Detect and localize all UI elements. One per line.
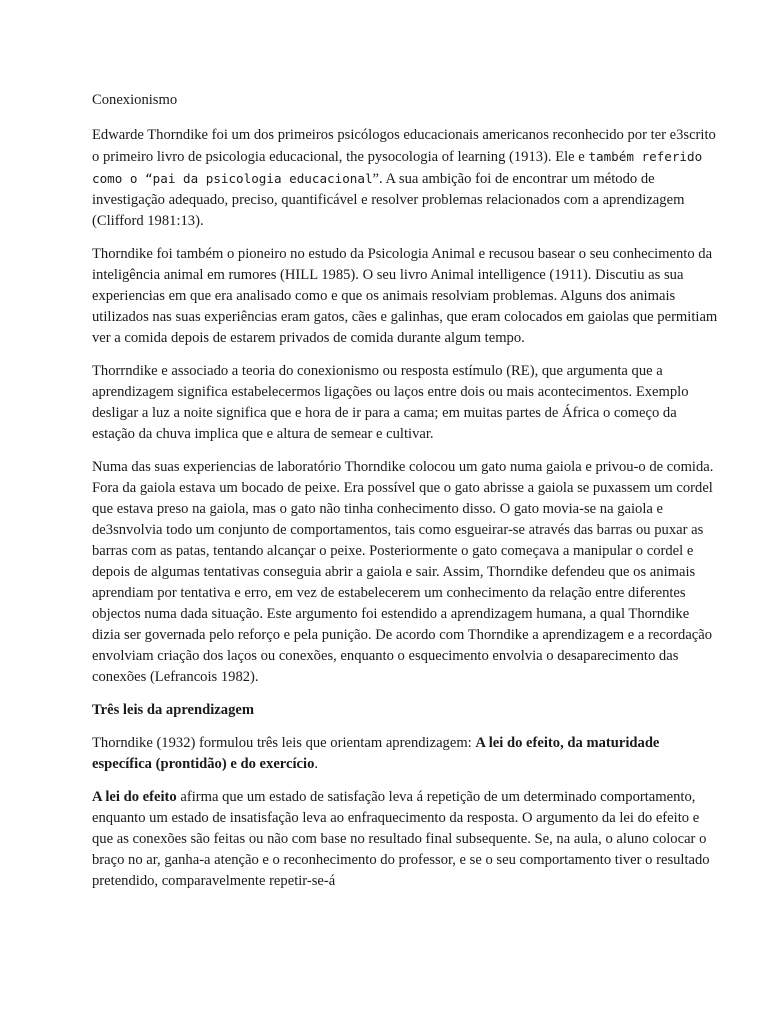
paragraph-1-mono-text: também referido como o “pai da psicologia educacional bbox=[92, 149, 703, 186]
paragraph-6 bbox=[92, 787, 720, 892]
document-title: Conexionismo bbox=[92, 92, 178, 108]
paragraph-5-text-b: . bbox=[314, 756, 319, 772]
section-heading bbox=[92, 700, 720, 721]
paragraph-1 bbox=[92, 125, 720, 232]
paragraph-1-text-b: ”. A sua ambição foi de encontrar um método de investigação adequado, preciso, quantificável e resolver problemas relacionados com a aprendizagem (Clifford 1981:13). bbox=[92, 171, 685, 229]
paragraph-4: Numa das suas experiencias de laboratório Thorndike colocou um gato numa gaiola e privou-o de comida. Fora da gaiola estava um bocado de peixe. Era possível que o gato abrisse a gaiola se puxassem um cordel que estava preso na gaiola, mas o gato não tinha conhecimento disso. O gato movia-se na gaiola e de3snvolvia todo um conjunto de comportamentos, tais como esgueirar-se através das barras ou puxar as barras com as patas, tentando alcançar o peixe. Posteriormente o gato começava a manipular o cordel e depois de algumas tentativas conseguia abrir a gaiola e sair. Assim, Thorndike defendeu que os animais aprendiam por tentativa e erro, em vez de estabelecerem um conhecimento da relação entre diferentes objectos numa dada situação. Este argumento foi estendido a aprendizagem humana, a qual Thorndike dizia ser governada pelo reforço e pela punição. De acordo com Thorndike a aprendizagem e a recordação envolviam criação dos laços ou conexões, enquanto o esquecimento envolvia o desaparecimento das conexões (Lefrancois 1982). bbox=[92, 459, 714, 685]
paragraph-5 bbox=[92, 733, 720, 775]
paragraph-6-text: afirma que um estado de satisfação leva á repetição de um determinado comportamento, enquanto um estado de insatisfação leva ao enfraquecimento da resposta. O argumento da lei do efeito e que as conexões são feitas ou não com base no resultado final subsequente. Se, na aula, o aluno colocar o braço no ar, ganha-a atenção e o reconhecimento do professor, e se o seu comportamento tiver o resultado pretendido, comparavelmente repetir-se-á bbox=[92, 789, 710, 889]
paragraph-5-bold: A lei do efeito, da maturidade específica (prontidão) e do exercício bbox=[92, 735, 660, 772]
section-heading-text: Três leis da aprendizagem bbox=[92, 702, 255, 718]
paragraph-3: Thorrndike e associado a teoria do conexionismo ou resposta estímulo (RE), que argumenta que a aprendizagem significa estabelecermos ligações ou laços entre dois ou mais acontecimentos. Exemplo desligar a luz a noite significa que e hora de ir para a cama; em muitas partes de África o começo da estação da chuva implica que e altura de semear e cultivar. bbox=[92, 363, 689, 442]
paragraph-2: Thorndike foi também o pioneiro no estudo da Psicologia Animal e recusou basear o seu conhecimento da inteligência animal em rumores (HILL 1985). O seu livro Animal intelligence (1911). Discutiu as sua experiencias em que era analisado como e que os animais resolviam problemas. Alguns dos animais utilizados nas suas experiências eram gatos, cães e galinhas, que eram colocados em gaiolas que permitiam ver a comida depois de estarem privados de comida durante algum tempo. bbox=[92, 246, 718, 346]
paragraph-6-bold: A lei do efeito bbox=[92, 789, 177, 805]
document-body bbox=[92, 90, 720, 904]
paragraph-1-text-a: Edwarde Thorndike foi um dos primeiros psicólogos educacionais americanos reconhecido por ter e3scrito o primeiro livro de psicologia educacional, the pysocologia of learning (1913). Ele e bbox=[92, 127, 716, 165]
paragraph-5-text-a: Thorndike (1932) formulou três leis que orientam aprendizagem: bbox=[92, 735, 476, 751]
